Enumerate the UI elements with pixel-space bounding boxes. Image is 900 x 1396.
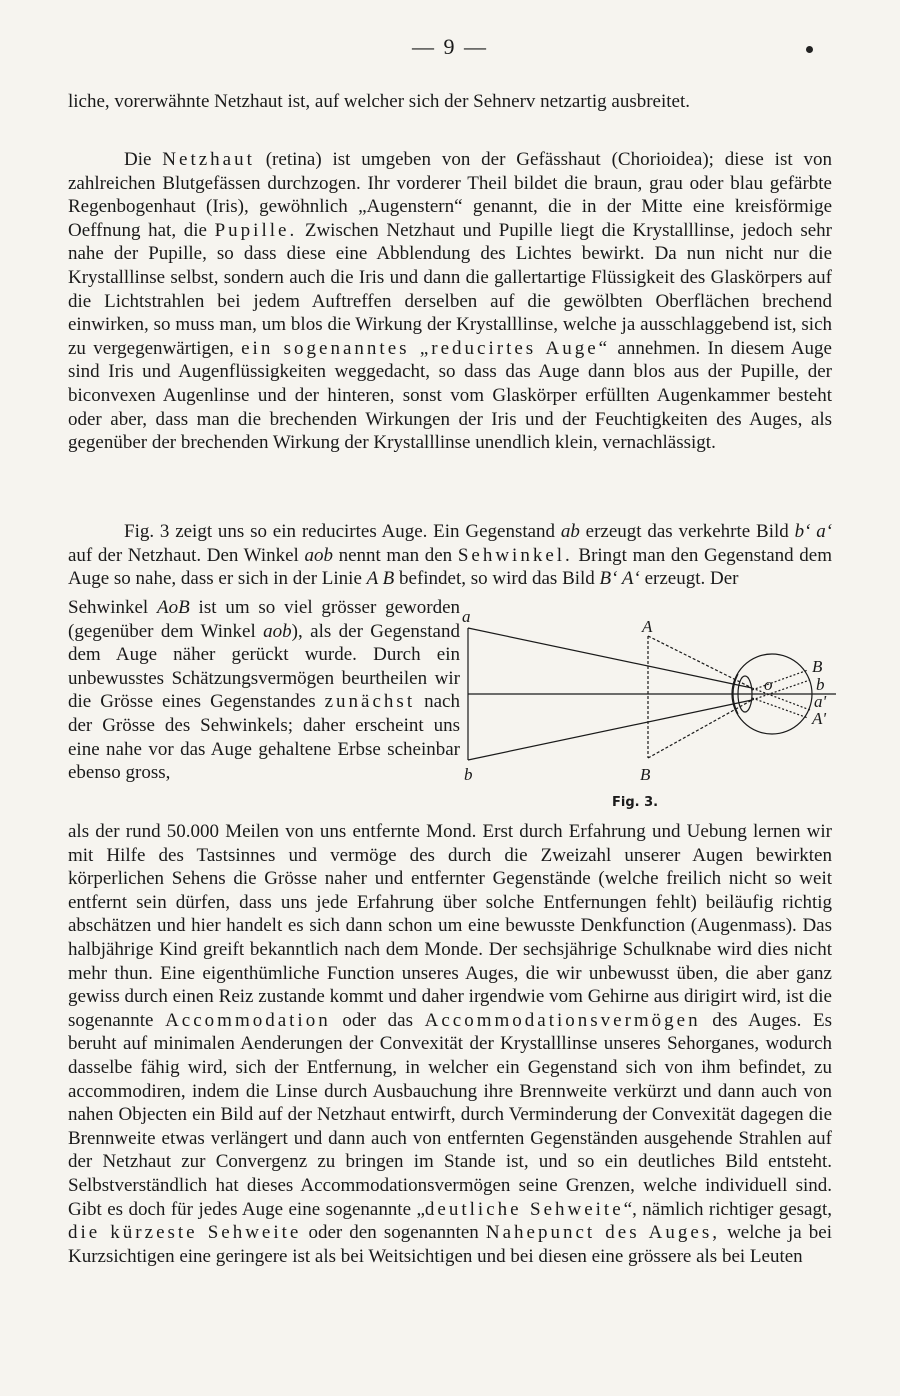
paragraph-2-continued <box>68 820 832 1268</box>
p2c-a: als der rund 50.000 Meilen von uns entfernte Mond. Erst durch Erfahrung und Uebung lernen wir mit Hilfe des Tastsinnes und vermöge des durch die Zweizahl unserer Augen bewirkten körperlichen Sehens die Grösse naher und entfernter Gegenstände (welche freilich nicht so weit entfernt sein dürfen, dass uns jede Erfahrung über solche Entfernungen fehlt) beiläufig richtig abschätzen und hier handelt es sich dann schon um eine bewusste Denkfunction (Augenmass). Das halbjährige Kind greift bekanntlich nach dem Monde. Der sechsjährige Schulknabe wird dies nicht mehr thun. Eine eigenthümliche Function unseres Auges, die wir unbewusst üben, die aber ganz gewiss durch einen Reiz zustande kommt und daher irgendwie vom Gehirne aus dirigirt wird, ist die sogenannte <box>68 821 832 1031</box>
p2b-a: Sehwinkel <box>68 597 158 618</box>
label-o: o <box>764 675 773 694</box>
p2c-k: welche ja bei Kurzsichtigen eine geringere ist als bei Weitsichtigen und bei diesen eine grössere als bei Leuten <box>68 1222 832 1267</box>
ray-A <box>648 636 752 688</box>
p2b-c: ist um so viel grösser geworden (gegenüber dem Winkel <box>68 597 461 642</box>
p1-e: Zwischen Netzhaut und Pupille liegt die Krystalllinse, jedoch sehr nahe der Pupille, so dass diese eine Abblendung des Lichtes bewirkt. Da nun nicht nur die Krystalllinse selbst, sondern auch die Iris und dann die gallertartige Flüssigkeit des Glaskörpers auf die Lichtstrahlen bei jedem Auftreffen derselben auf die gewölbten Oberflächen brechend einwirken, so muss man, um blos die Wirkung der Krystalllinse, welche ja ausschlaggebend ist, sich zu vergegenwärtigen, <box>68 219 832 359</box>
paragraph-0 <box>68 90 832 114</box>
figure-3-reduced-eye <box>462 610 842 820</box>
label-B-retina: B <box>812 657 823 676</box>
p2a-a: Fig. 3 zeigt uns so ein reducirtes Auge. Ein Gegenstand <box>124 521 561 542</box>
ray-to-B-prime <box>752 670 808 690</box>
label-b-retina: b <box>816 675 825 694</box>
label-a-prime: a' <box>814 692 827 711</box>
paragraph-1 <box>68 148 832 455</box>
p2a-bprime-aprime: b‘ a‘ <box>794 521 833 542</box>
p1-term-netzhaut: Netzhaut <box>162 149 255 170</box>
p2c-term-kuerzeste-sehweite: die kürzeste Sehweite <box>68 1222 302 1244</box>
p1-term-pupille: Pupille. <box>214 219 298 241</box>
paragraph-0-text: liche, vorerwähnte Netzhaut ist, auf welcher sich der Sehnerv netzartig ausbreitet. <box>68 91 690 112</box>
ray-B <box>648 700 752 758</box>
p2c-term-deutliche-sehweite: deutliche Sehweite <box>424 1198 624 1220</box>
paragraph-2-intro <box>68 520 832 591</box>
label-a: a <box>462 610 471 626</box>
p2c-term-nahepunct: Nahepunct des Auges, <box>485 1222 720 1244</box>
label-b: b <box>464 765 473 784</box>
p2a-k: befindet, so wird das Bild <box>394 568 600 590</box>
p2c-term-accommodation: Accommodation <box>165 1009 331 1031</box>
page-number: — 9 — <box>412 34 488 59</box>
label-B: B <box>640 765 651 784</box>
p2b-term-zunaechst: zunächst <box>324 691 416 713</box>
label-A-prime: A' <box>812 709 827 728</box>
ink-dot <box>806 46 813 53</box>
p2c-term-accommodationsvermoegen: Accommodationsvermögen <box>424 1009 701 1031</box>
p2c-c: oder das <box>330 1009 425 1031</box>
p2c-g: “, nämlich richtiger gesagt, <box>623 1198 833 1220</box>
p2a-c: erzeugt das verkehrte Bild <box>579 521 795 542</box>
p2a-term-sehwinkel: Sehwinkel. <box>457 544 573 566</box>
p2b-AoB: AoB <box>157 597 190 618</box>
p1-a: Die <box>124 149 163 170</box>
ray-to-b-prime <box>752 680 810 700</box>
p2b-e: ), als der Gegenstand dem Auge näher gerückt wurde. Durch ein unbewusstes Schätzungsvermögen beurtheilen wir die Grösse eines Gegenstandes <box>68 620 460 713</box>
p2a-i: Bringt man den Gegenstand dem Auge so nahe, dass er sich in der Linie <box>68 544 833 590</box>
label-A: A <box>642 617 653 636</box>
p2c-e: des Auges. Es beruht auf minimalen Aenderungen der Convexität der Krystalllinse unseres Sehorganes, wodurch dasselbe fähig wird, sich der Entfernung, in welcher ein Gegenstand sich von ihm befindet, zu accommodiren, indem die Linse durch Ausbauchung ihre Brennweite verkürzt und dann auch von nahen Objecten ein Bild auf der Netzhaut entwirft, durch Verminderung der Convexität dagegen die Brennweite etwas verlängert und dann auch von entfernten Gegenständen ausgehende Strahlen auf der Netzhaut zur Convergenz zu bringen im Stande ist, und so ein deutliches Bild entsteht. Selbstverständlich hat dieses Accommodationsvermögen seine Grenzen, welche individuell sind. Gibt es doch für jedes Auge eine sogenannte „ <box>68 1009 832 1220</box>
figure-3-drawing <box>462 610 842 820</box>
p2b-aob: aob <box>263 620 292 642</box>
p1-c: (retina) ist umgeben von der Gefässhaut (Chorioidea); diese ist von zahlreichen Blutgefässen durchzogen. Ihr vorderer Theil bildet die braun, grau oder blau gefärbte Regenbogenhaut (Iris), gewöhnlich „Augenstern“ genannt, die in der Mitte eine kreisförmige Oeffnung hat, die <box>68 149 832 241</box>
p2a-g: nennt man den <box>332 544 458 566</box>
ray-to-a-prime <box>752 688 810 710</box>
p2a-e: auf der Netzhaut. Den Winkel <box>68 544 305 566</box>
p2a-m: erzeugt. Der <box>639 568 739 590</box>
p1-term-reducirtes-auge: ein sogenanntes „reducirtes Auge“ <box>241 337 611 359</box>
p2a-aob: aob <box>304 544 333 566</box>
ray-to-A-prime <box>752 698 808 718</box>
paragraph-2-beside-figure <box>68 596 460 785</box>
p2b-g: nach der Grösse des Sehwinkels; daher erscheint uns eine nahe vor das Auge gehaltene Erbse scheinbar ebenso gross, <box>68 691 460 784</box>
p1-g: annehmen. In diesem Auge sind Iris und Augenflüssigkeiten weggedacht, so dass das Auge dann blos aus der Pupille, der biconvexen Augenlinse und der hinteren, sonst vom Glaskörper erfüllten Augenkammer besteht oder aber, dass man die brechenden Wirkungen der Iris und der Feuchtigkeiten des Auges, als gegenüber der brechenden Wirkung der Krystalllinse unendlich klein, vernachlässigt. <box>68 337 832 454</box>
figure-caption: Fig. 3. <box>612 795 659 810</box>
ray-a <box>468 628 752 688</box>
p2a-ab: ab <box>560 521 580 542</box>
p2a-BA-prime: B‘ A‘ <box>599 568 640 590</box>
ray-b <box>468 700 752 760</box>
p2c-i: oder den sogenannten <box>301 1222 486 1244</box>
p2a-AB: A B <box>366 568 395 590</box>
